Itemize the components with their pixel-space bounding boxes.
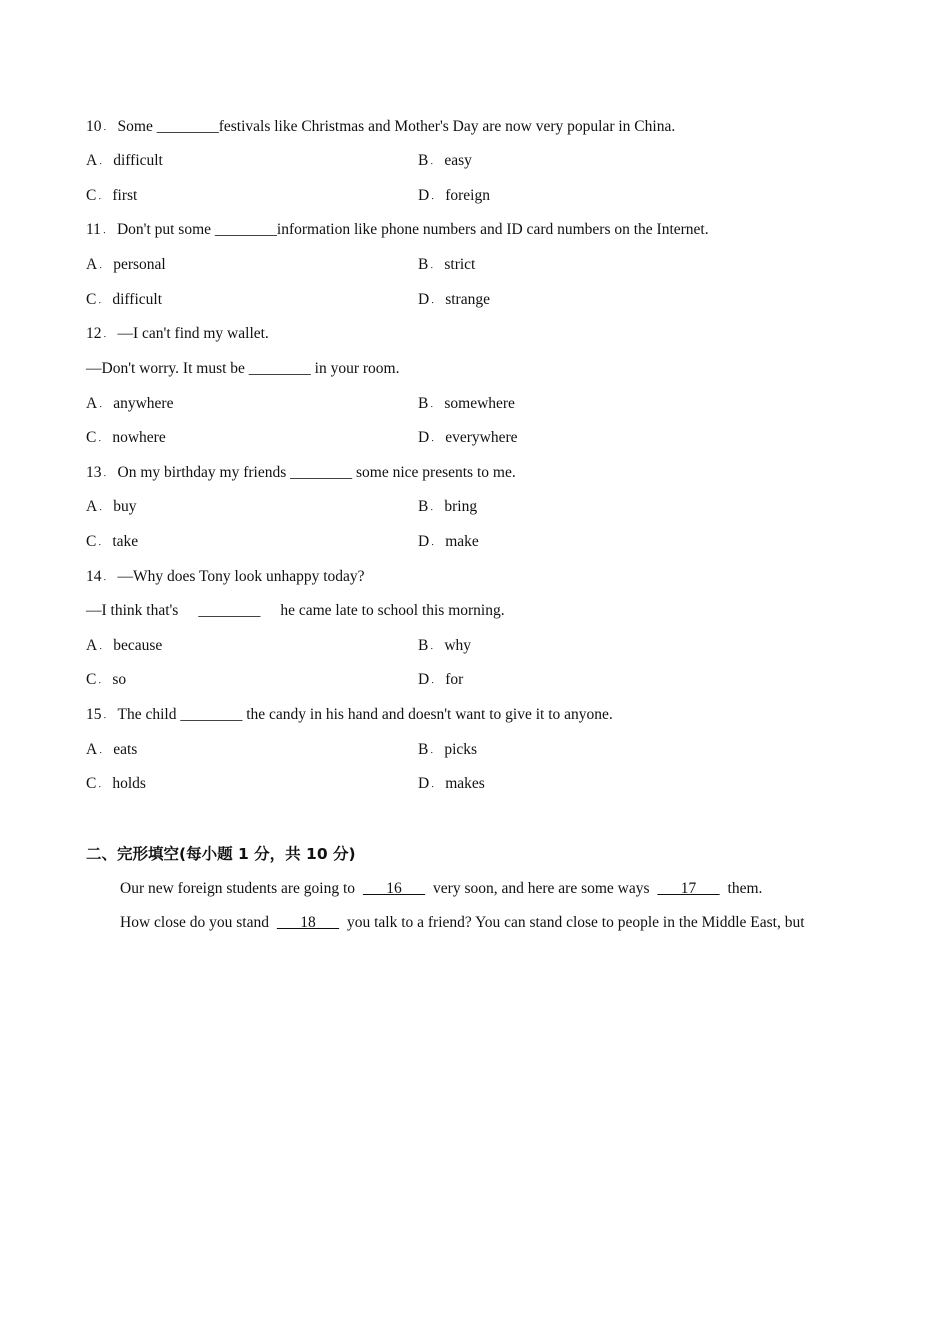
option-12-d: D ． everywhere [418,429,518,446]
question-14-stem: 14 ． —Why does Tony look unhappy today? [86,568,365,585]
question-12-reply: —Don't worry. It must be ________ in your room. [86,360,400,377]
option-15-b: B ． picks [418,741,478,758]
option-14-a: A ． because [86,637,163,654]
question-11-stem: 11 ． Don't put some ________information like phone numbers and ID card numbers on the Internet. [86,221,709,238]
option-10-b: B ． easy [418,152,472,169]
option-15-a: A ． eats [86,741,138,758]
option-12-a: A ． anywhere [86,395,174,412]
option-10-d: D ． foreign [418,187,490,204]
option-14-d: D ． for [418,671,464,688]
option-13-a: A ． buy [86,498,137,515]
option-13-b: B ． bring [418,498,478,515]
option-11-c: C ． difficult [86,291,163,308]
question-13-stem: 13 ． On my birthday my friends ________ some nice presents to me. [86,464,516,481]
question-12-stem: 12 ． —I can't find my wallet. [86,325,269,342]
option-11-b: B ． strict [418,256,476,273]
option-11-d: D ． strange [418,291,490,308]
option-10-a: A ． difficult [86,152,163,169]
question-14-reply: —I think that's ________ he came late to school this morning. [86,602,505,619]
question-15-stem: 15 ． The child ________ the candy in his hand and doesn't want to give it to anyone. [86,706,613,723]
option-11-a: A ． personal [86,256,166,273]
option-14-c: C ． so [86,671,127,688]
option-14-b: B ． why [418,637,472,654]
option-12-b: B ． somewhere [418,395,515,412]
cloze-blank-17: ___17___ [657,880,720,897]
section-heading: 二、完形填空(每小题 1 分，共 10 分) [86,845,356,863]
cloze-paragraph-1: Our new foreign students are going to ___16___ very soon, and here are some ways ___17___ them. [120,880,763,897]
option-15-c: C ． holds [86,775,146,792]
option-12-c: C ． nowhere [86,429,166,446]
option-10-c: C ． first [86,187,138,204]
cloze-blank-16: ___16___ [363,880,426,897]
option-15-d: D ． makes [418,775,485,792]
option-13-d: D ． make [418,533,479,550]
option-13-c: C ． take [86,533,139,550]
cloze-paragraph-2: How close do you stand ___18___ you talk to a friend? You can stand close to people in the Middle East, but [120,914,805,931]
question-10-stem: 10 ． Some ________festivals like Christmas and Mother's Day are now very popular in China. [86,118,676,135]
cloze-blank-18: ___18___ [276,914,339,931]
